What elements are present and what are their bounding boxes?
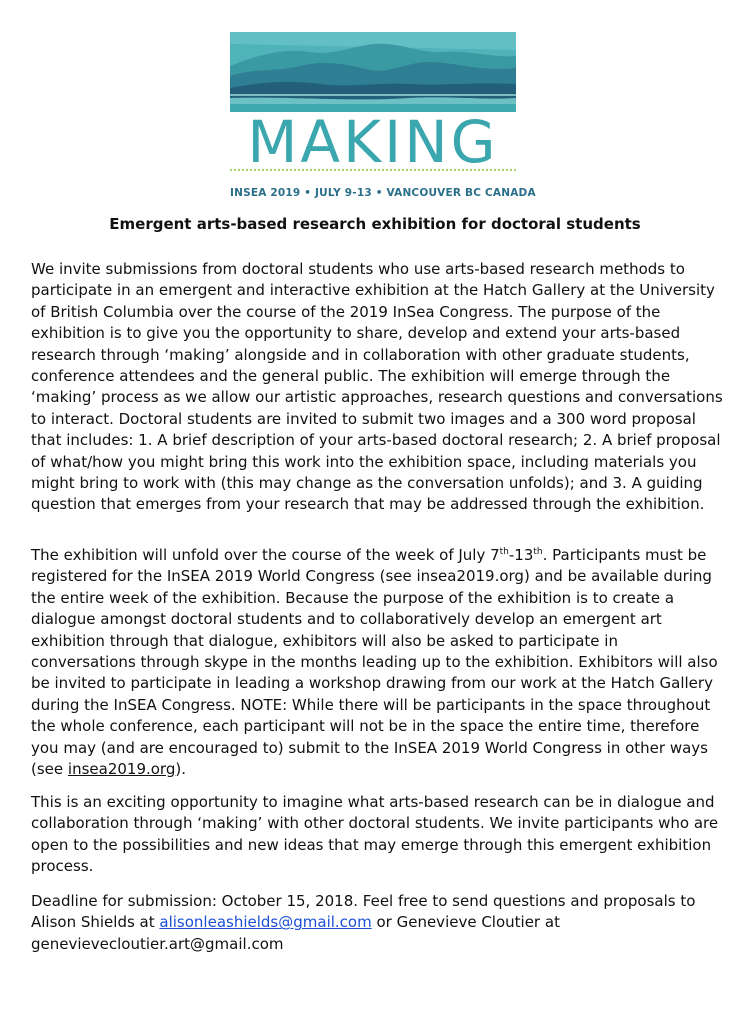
page-title: Emergent arts-based research exhibition for doctoral students: [109, 215, 641, 233]
p2-text-a: The exhibition will unfold over the course of the week of July 7: [31, 546, 500, 564]
p4-text-a: Deadline for submission: October 15, 2018. Feel free to send questions and proposals to Alison Shields at: [31, 892, 696, 932]
making-logo: [230, 32, 536, 199]
paragraph-deadline: [31, 891, 726, 955]
mountain-landscape-image: [230, 32, 516, 112]
p2-sup-1: th: [499, 547, 509, 557]
paragraph-opportunity: This is an exciting opportunity to imagine what arts-based research can be in dialogue and collaboration through ‘making’ with other doctoral students. We invite participants who are open to the possibilities and new ideas that may emerge through this emergent exhibition process.: [31, 793, 719, 876]
making-word: MAKING: [247, 112, 499, 176]
paragraph-intro: We invite submissions from doctoral students who use arts-based research methods to participate in an emergent and interactive exhibition at the Hatch Gallery at the University of British Columbia over the course of the 2019 InSea Congress. The purpose of the exhibition is to give you the opportunity to share, develop and extend your arts-based research through ‘making’ alongside and in collaboration with other graduate students, conference attendees and the general public. The exhibition will emerge through the ‘making’ process as we allow our artistic approaches, research questions and conversations to interact. Doctoral students are invited to submit two images and a 300 word proposal that includes: 1. A brief description of your arts-based doctoral research; 2. A brief proposal of what/how you might bring this work into the exhibition space, including materials you might bring to work with (this may change as the conversation unfolds); and 3. A guiding question that emerges from your research that may be addressed through the exhibition.: [31, 260, 723, 514]
logo-tagline: INSEA 2019 • JULY 9-13 • VANCOUVER BC CANADA: [230, 187, 536, 199]
p4-text-b: or Genevieve Cloutier at genevievecloutier.art@gmail.com: [31, 913, 560, 953]
insea-link[interactable]: insea2019.org: [67, 760, 176, 779]
p2-text-b: -13: [508, 546, 534, 564]
p2-text-d: ).: [175, 760, 186, 779]
paragraph-exhibition: [31, 545, 726, 780]
email-link-alison[interactable]: alisonleashields@gmail.com: [159, 913, 372, 932]
p2-text-c: . Participants must be registered for the InSEA 2019 World Congress (see insea2019.org) and be available during the entire week of the exhibition. Because the purpose of the exhibition is to create a dialogue amongst doctoral students and to collaboratively develop an emergent art exhibition through that dialogue, exhibitors will also be asked to participate in conversations through skype in the months leading up to the exhibition. Exhibitors will also be invited to participate in leading a workshop drawing from our work at the Hatch Gallery during the InSEA Congress. NOTE: While there will be participants in the space throughout the whole conference, each participant will not be in the space the entire time, therefore you may (and are encouraged to) submit to the InSEA 2019 World Congress in other ways (see: [31, 546, 718, 779]
p2-sup-2: th: [533, 547, 543, 557]
making-wordmark: [230, 112, 516, 182]
